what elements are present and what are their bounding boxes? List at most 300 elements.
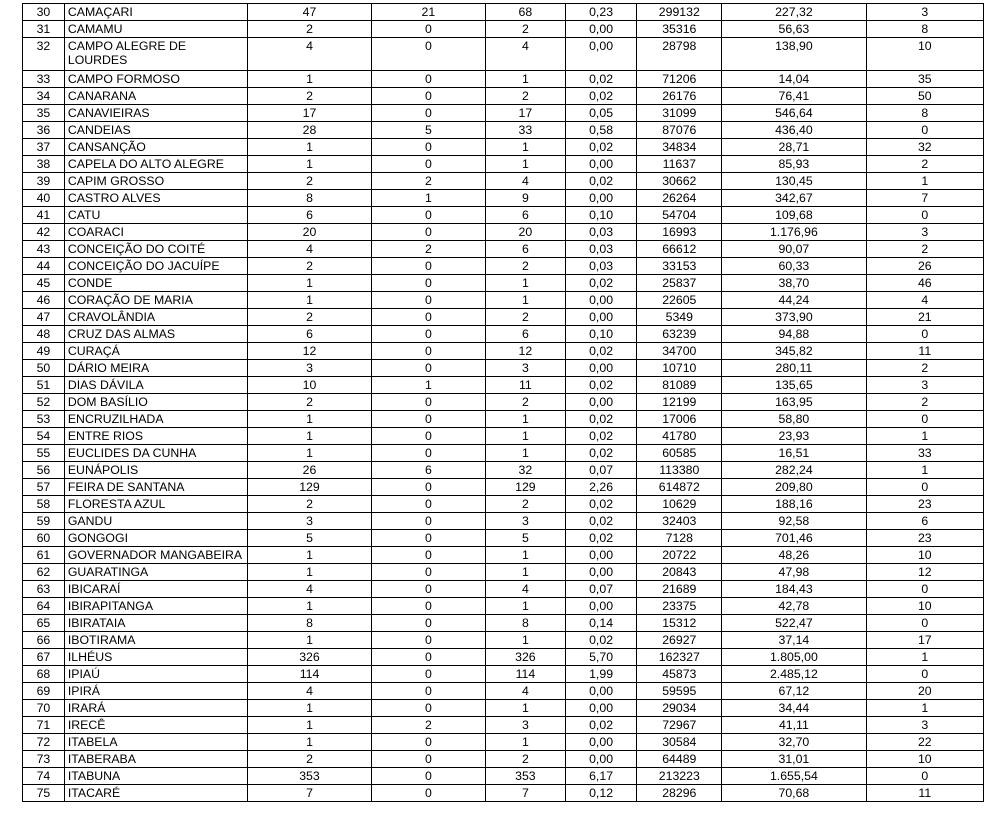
last-value: 6 <box>866 513 983 530</box>
cases-value: 6 <box>248 326 371 343</box>
cases-value: 6 <box>248 207 371 224</box>
rate-value: 0,02 <box>565 343 637 360</box>
incidence-value: 41,11 <box>722 717 866 734</box>
value-2: 0 <box>371 683 485 700</box>
last-value: 2 <box>866 241 983 258</box>
rate-value: 0,03 <box>565 224 637 241</box>
table-row <box>23 309 984 326</box>
row-number: 57 <box>23 479 65 496</box>
value-2: 0 <box>371 105 485 122</box>
municipality-name: CATU <box>64 207 247 224</box>
municipality-name: CAMAMU <box>64 21 247 38</box>
municipality-name: IRARÁ <box>64 700 247 717</box>
municipality-name: ENCRUZILHADA <box>64 411 247 428</box>
population-value: 41780 <box>637 428 722 445</box>
rate-value: 0,00 <box>565 394 637 411</box>
last-value: 1 <box>866 649 983 666</box>
municipality-name: DOM BASÍLIO <box>64 394 247 411</box>
cases-value: 1 <box>248 445 371 462</box>
table-body <box>23 4 984 802</box>
incidence-value: 109,68 <box>722 207 866 224</box>
municipality-name: GOVERNADOR MANGABEIRA <box>64 547 247 564</box>
value-2: 0 <box>371 360 485 377</box>
value-2: 0 <box>371 258 485 275</box>
population-value: 45873 <box>637 666 722 683</box>
population-value: 81089 <box>637 377 722 394</box>
population-value: 26264 <box>637 190 722 207</box>
incidence-value: 32,70 <box>722 734 866 751</box>
rate-value: 0,02 <box>565 496 637 513</box>
total-value: 17 <box>486 105 566 122</box>
population-value: 162327 <box>637 649 722 666</box>
cases-value: 1 <box>248 598 371 615</box>
incidence-value: 90,07 <box>722 241 866 258</box>
row-number: 43 <box>23 241 65 258</box>
value-2: 0 <box>371 649 485 666</box>
incidence-value: 47,98 <box>722 564 866 581</box>
rate-value: 0,00 <box>565 360 637 377</box>
cases-value: 1 <box>248 156 371 173</box>
row-number: 39 <box>23 173 65 190</box>
rate-value: 0,14 <box>565 615 637 632</box>
cases-value: 2 <box>248 21 371 38</box>
cases-value: 114 <box>248 666 371 683</box>
total-value: 2 <box>486 258 566 275</box>
cases-value: 1 <box>248 717 371 734</box>
rate-value: 0,00 <box>565 190 637 207</box>
incidence-value: 1.655,54 <box>722 768 866 785</box>
table-row <box>23 496 984 513</box>
table-row <box>23 598 984 615</box>
rate-value: 0,00 <box>565 564 637 581</box>
table-row <box>23 462 984 479</box>
incidence-value: 522,47 <box>722 615 866 632</box>
last-value: 10 <box>866 598 983 615</box>
total-value: 353 <box>486 768 566 785</box>
population-value: 213223 <box>637 768 722 785</box>
incidence-value: 342,67 <box>722 190 866 207</box>
row-number: 61 <box>23 547 65 564</box>
rate-value: 0,03 <box>565 258 637 275</box>
population-value: 30584 <box>637 734 722 751</box>
population-value: 10629 <box>637 496 722 513</box>
population-value: 32403 <box>637 513 722 530</box>
rate-value: 0,07 <box>565 581 637 598</box>
cases-value: 1 <box>248 411 371 428</box>
last-value: 32 <box>866 139 983 156</box>
row-number: 58 <box>23 496 65 513</box>
population-value: 113380 <box>637 462 722 479</box>
row-number: 46 <box>23 292 65 309</box>
row-number: 42 <box>23 224 65 241</box>
total-value: 1 <box>486 564 566 581</box>
value-2: 0 <box>371 224 485 241</box>
row-number: 53 <box>23 411 65 428</box>
municipality-name: CAPIM GROSSO <box>64 173 247 190</box>
table-row <box>23 751 984 768</box>
total-value: 1 <box>486 428 566 445</box>
row-number: 49 <box>23 343 65 360</box>
last-value: 0 <box>866 411 983 428</box>
cases-value: 4 <box>248 241 371 258</box>
table-row <box>23 224 984 241</box>
cases-value: 2 <box>248 751 371 768</box>
rate-value: 0,02 <box>565 445 637 462</box>
population-value: 26927 <box>637 632 722 649</box>
total-value: 3 <box>486 360 566 377</box>
municipality-name: ITABELA <box>64 734 247 751</box>
last-value: 0 <box>866 581 983 598</box>
incidence-value: 34,44 <box>722 700 866 717</box>
total-value: 6 <box>486 241 566 258</box>
rate-value: 0,00 <box>565 309 637 326</box>
row-number: 55 <box>23 445 65 462</box>
last-value: 46 <box>866 275 983 292</box>
total-value: 5 <box>486 530 566 547</box>
municipality-name: FLORESTA AZUL <box>64 496 247 513</box>
rate-value: 0,02 <box>565 275 637 292</box>
last-value: 8 <box>866 105 983 122</box>
row-number: 71 <box>23 717 65 734</box>
table-row <box>23 785 984 802</box>
rate-value: 0,00 <box>565 700 637 717</box>
row-number: 48 <box>23 326 65 343</box>
total-value: 1 <box>486 547 566 564</box>
table-row <box>23 156 984 173</box>
table-row <box>23 717 984 734</box>
cases-value: 1 <box>248 700 371 717</box>
table-row <box>23 411 984 428</box>
row-number: 47 <box>23 309 65 326</box>
municipality-name: CORAÇÃO DE MARIA <box>64 292 247 309</box>
incidence-value: 37,14 <box>722 632 866 649</box>
rate-value: 0,02 <box>565 71 637 88</box>
value-2: 0 <box>371 547 485 564</box>
rate-value: 0,02 <box>565 88 637 105</box>
total-value: 326 <box>486 649 566 666</box>
row-number: 72 <box>23 734 65 751</box>
population-value: 34834 <box>637 139 722 156</box>
total-value: 1 <box>486 445 566 462</box>
rate-value: 0,02 <box>565 513 637 530</box>
last-value: 1 <box>866 428 983 445</box>
row-number: 56 <box>23 462 65 479</box>
total-value: 1 <box>486 292 566 309</box>
incidence-value: 85,93 <box>722 156 866 173</box>
rate-value: 0,02 <box>565 717 637 734</box>
total-value: 4 <box>486 173 566 190</box>
population-value: 10710 <box>637 360 722 377</box>
table-row <box>23 360 984 377</box>
rate-value: 0,58 <box>565 122 637 139</box>
cases-value: 4 <box>248 38 371 71</box>
total-value: 1 <box>486 632 566 649</box>
table-row <box>23 649 984 666</box>
incidence-value: 546,64 <box>722 105 866 122</box>
incidence-value: 28,71 <box>722 139 866 156</box>
municipality-name: ITABUNA <box>64 768 247 785</box>
incidence-value: 60,33 <box>722 258 866 275</box>
population-value: 614872 <box>637 479 722 496</box>
row-number: 51 <box>23 377 65 394</box>
row-number: 63 <box>23 581 65 598</box>
rate-value: 5,70 <box>565 649 637 666</box>
rate-value: 0,02 <box>565 428 637 445</box>
cases-value: 2 <box>248 173 371 190</box>
population-value: 299132 <box>637 4 722 21</box>
table-row <box>23 564 984 581</box>
value-2: 0 <box>371 768 485 785</box>
cases-value: 129 <box>248 479 371 496</box>
municipality-name: IBICARAÍ <box>64 581 247 598</box>
value-2: 0 <box>371 632 485 649</box>
municipality-name: DÁRIO MEIRA <box>64 360 247 377</box>
table-row <box>23 292 984 309</box>
population-value: 28296 <box>637 785 722 802</box>
value-2: 0 <box>371 751 485 768</box>
last-value: 1 <box>866 462 983 479</box>
last-value: 0 <box>866 615 983 632</box>
municipality-name: ITABERABA <box>64 751 247 768</box>
row-number: 30 <box>23 4 65 21</box>
population-value: 59595 <box>637 683 722 700</box>
last-value: 7 <box>866 190 983 207</box>
population-value: 35316 <box>637 21 722 38</box>
total-value: 11 <box>486 377 566 394</box>
last-value: 1 <box>866 700 983 717</box>
cases-value: 1 <box>248 734 371 751</box>
total-value: 4 <box>486 683 566 700</box>
population-value: 20722 <box>637 547 722 564</box>
total-value: 2 <box>486 309 566 326</box>
incidence-value: 1.805,00 <box>722 649 866 666</box>
total-value: 6 <box>486 326 566 343</box>
row-number: 31 <box>23 21 65 38</box>
cases-value: 353 <box>248 768 371 785</box>
value-2: 0 <box>371 598 485 615</box>
table-row <box>23 21 984 38</box>
population-value: 54704 <box>637 207 722 224</box>
municipality-name: EUCLIDES DA CUNHA <box>64 445 247 462</box>
cases-value: 3 <box>248 513 371 530</box>
municipality-name: COARACI <box>64 224 247 241</box>
municipality-name: CANARANA <box>64 88 247 105</box>
last-value: 11 <box>866 343 983 360</box>
total-value: 2 <box>486 496 566 513</box>
municipality-name: ITACARÉ <box>64 785 247 802</box>
rate-value: 0,02 <box>565 377 637 394</box>
value-2: 0 <box>371 581 485 598</box>
municipality-name: IBOTIRAMA <box>64 632 247 649</box>
value-2: 0 <box>371 700 485 717</box>
value-2: 0 <box>371 428 485 445</box>
table-row <box>23 38 984 71</box>
population-value: 22605 <box>637 292 722 309</box>
incidence-value: 130,45 <box>722 173 866 190</box>
table-row <box>23 445 984 462</box>
row-number: 34 <box>23 88 65 105</box>
municipality-name: ENTRE RIOS <box>64 428 247 445</box>
incidence-value: 184,43 <box>722 581 866 598</box>
cases-value: 1 <box>248 139 371 156</box>
last-value: 10 <box>866 547 983 564</box>
table-row <box>23 700 984 717</box>
municipality-name: CRAVOLÂNDIA <box>64 309 247 326</box>
total-value: 33 <box>486 122 566 139</box>
cases-value: 1 <box>248 564 371 581</box>
population-value: 20843 <box>637 564 722 581</box>
table-row <box>23 683 984 700</box>
cases-value: 3 <box>248 360 371 377</box>
value-2: 1 <box>371 377 485 394</box>
value-2: 0 <box>371 496 485 513</box>
incidence-value: 373,90 <box>722 309 866 326</box>
population-value: 7128 <box>637 530 722 547</box>
cases-value: 8 <box>248 190 371 207</box>
total-value: 4 <box>486 38 566 71</box>
total-value: 129 <box>486 479 566 496</box>
value-2: 0 <box>371 71 485 88</box>
cases-value: 26 <box>248 462 371 479</box>
value-2: 21 <box>371 4 485 21</box>
value-2: 1 <box>371 190 485 207</box>
total-value: 1 <box>486 411 566 428</box>
total-value: 3 <box>486 513 566 530</box>
rate-value: 0,00 <box>565 683 637 700</box>
table-row <box>23 581 984 598</box>
total-value: 1 <box>486 700 566 717</box>
total-value: 2 <box>486 88 566 105</box>
incidence-value: 138,90 <box>722 38 866 71</box>
rate-value: 0,23 <box>565 4 637 21</box>
population-value: 12199 <box>637 394 722 411</box>
value-2: 0 <box>371 207 485 224</box>
rate-value: 0,02 <box>565 139 637 156</box>
row-number: 35 <box>23 105 65 122</box>
value-2: 0 <box>371 615 485 632</box>
last-value: 4 <box>866 292 983 309</box>
cases-value: 2 <box>248 394 371 411</box>
total-value: 1 <box>486 156 566 173</box>
incidence-value: 92,58 <box>722 513 866 530</box>
rate-value: 0,02 <box>565 411 637 428</box>
last-value: 3 <box>866 224 983 241</box>
row-number: 67 <box>23 649 65 666</box>
last-value: 0 <box>866 768 983 785</box>
value-2: 0 <box>371 21 485 38</box>
incidence-value: 345,82 <box>722 343 866 360</box>
value-2: 0 <box>371 785 485 802</box>
value-2: 0 <box>371 309 485 326</box>
value-2: 0 <box>371 666 485 683</box>
cases-value: 1 <box>248 632 371 649</box>
incidence-value: 48,26 <box>722 547 866 564</box>
table-row <box>23 88 984 105</box>
rate-value: 0,00 <box>565 734 637 751</box>
rate-value: 0,00 <box>565 547 637 564</box>
cases-value: 47 <box>248 4 371 21</box>
last-value: 0 <box>866 326 983 343</box>
rate-value: 0,02 <box>565 173 637 190</box>
municipality-name: GONGOGI <box>64 530 247 547</box>
row-number: 54 <box>23 428 65 445</box>
cases-value: 2 <box>248 309 371 326</box>
row-number: 64 <box>23 598 65 615</box>
table-row <box>23 734 984 751</box>
population-value: 21689 <box>637 581 722 598</box>
row-number: 45 <box>23 275 65 292</box>
table-row <box>23 139 984 156</box>
municipality-name: IBIRAPITANGA <box>64 598 247 615</box>
last-value: 0 <box>866 122 983 139</box>
municipality-name: CAMAÇARI <box>64 4 247 21</box>
value-2: 0 <box>371 734 485 751</box>
population-value: 28798 <box>637 38 722 71</box>
table-row <box>23 173 984 190</box>
total-value: 68 <box>486 4 566 21</box>
municipality-name: DIAS DÁVILA <box>64 377 247 394</box>
rate-value: 0,02 <box>565 530 637 547</box>
last-value: 23 <box>866 496 983 513</box>
row-number: 70 <box>23 700 65 717</box>
cases-value: 5 <box>248 530 371 547</box>
last-value: 8 <box>866 21 983 38</box>
table-row <box>23 275 984 292</box>
last-value: 50 <box>866 88 983 105</box>
population-value: 60585 <box>637 445 722 462</box>
last-value: 3 <box>866 4 983 21</box>
value-2: 2 <box>371 241 485 258</box>
municipality-name: IPIAÚ <box>64 666 247 683</box>
table-row <box>23 547 984 564</box>
row-number: 50 <box>23 360 65 377</box>
municipality-name: EUNÁPOLIS <box>64 462 247 479</box>
row-number: 38 <box>23 156 65 173</box>
total-value: 12 <box>486 343 566 360</box>
total-value: 114 <box>486 666 566 683</box>
incidence-value: 44,24 <box>722 292 866 309</box>
population-value: 34700 <box>637 343 722 360</box>
incidence-value: 38,70 <box>722 275 866 292</box>
incidence-value: 2.485,12 <box>722 666 866 683</box>
row-number: 68 <box>23 666 65 683</box>
cases-value: 12 <box>248 343 371 360</box>
last-value: 0 <box>866 666 983 683</box>
cases-value: 4 <box>248 581 371 598</box>
cases-value: 2 <box>248 88 371 105</box>
municipality-name: CANSANÇÃO <box>64 139 247 156</box>
total-value: 1 <box>486 734 566 751</box>
rate-value: 0,05 <box>565 105 637 122</box>
total-value: 2 <box>486 394 566 411</box>
incidence-value: 56,63 <box>722 21 866 38</box>
population-value: 87076 <box>637 122 722 139</box>
last-value: 35 <box>866 71 983 88</box>
value-2: 0 <box>371 275 485 292</box>
rate-value: 0,10 <box>565 326 637 343</box>
row-number: 33 <box>23 71 65 88</box>
incidence-value: 23,93 <box>722 428 866 445</box>
total-value: 6 <box>486 207 566 224</box>
incidence-value: 701,46 <box>722 530 866 547</box>
population-value: 15312 <box>637 615 722 632</box>
incidence-value: 280,11 <box>722 360 866 377</box>
table-row <box>23 530 984 547</box>
municipality-name: IRECÊ <box>64 717 247 734</box>
last-value: 10 <box>866 38 983 71</box>
municipality-name: GUARATINGA <box>64 564 247 581</box>
total-value: 2 <box>486 21 566 38</box>
